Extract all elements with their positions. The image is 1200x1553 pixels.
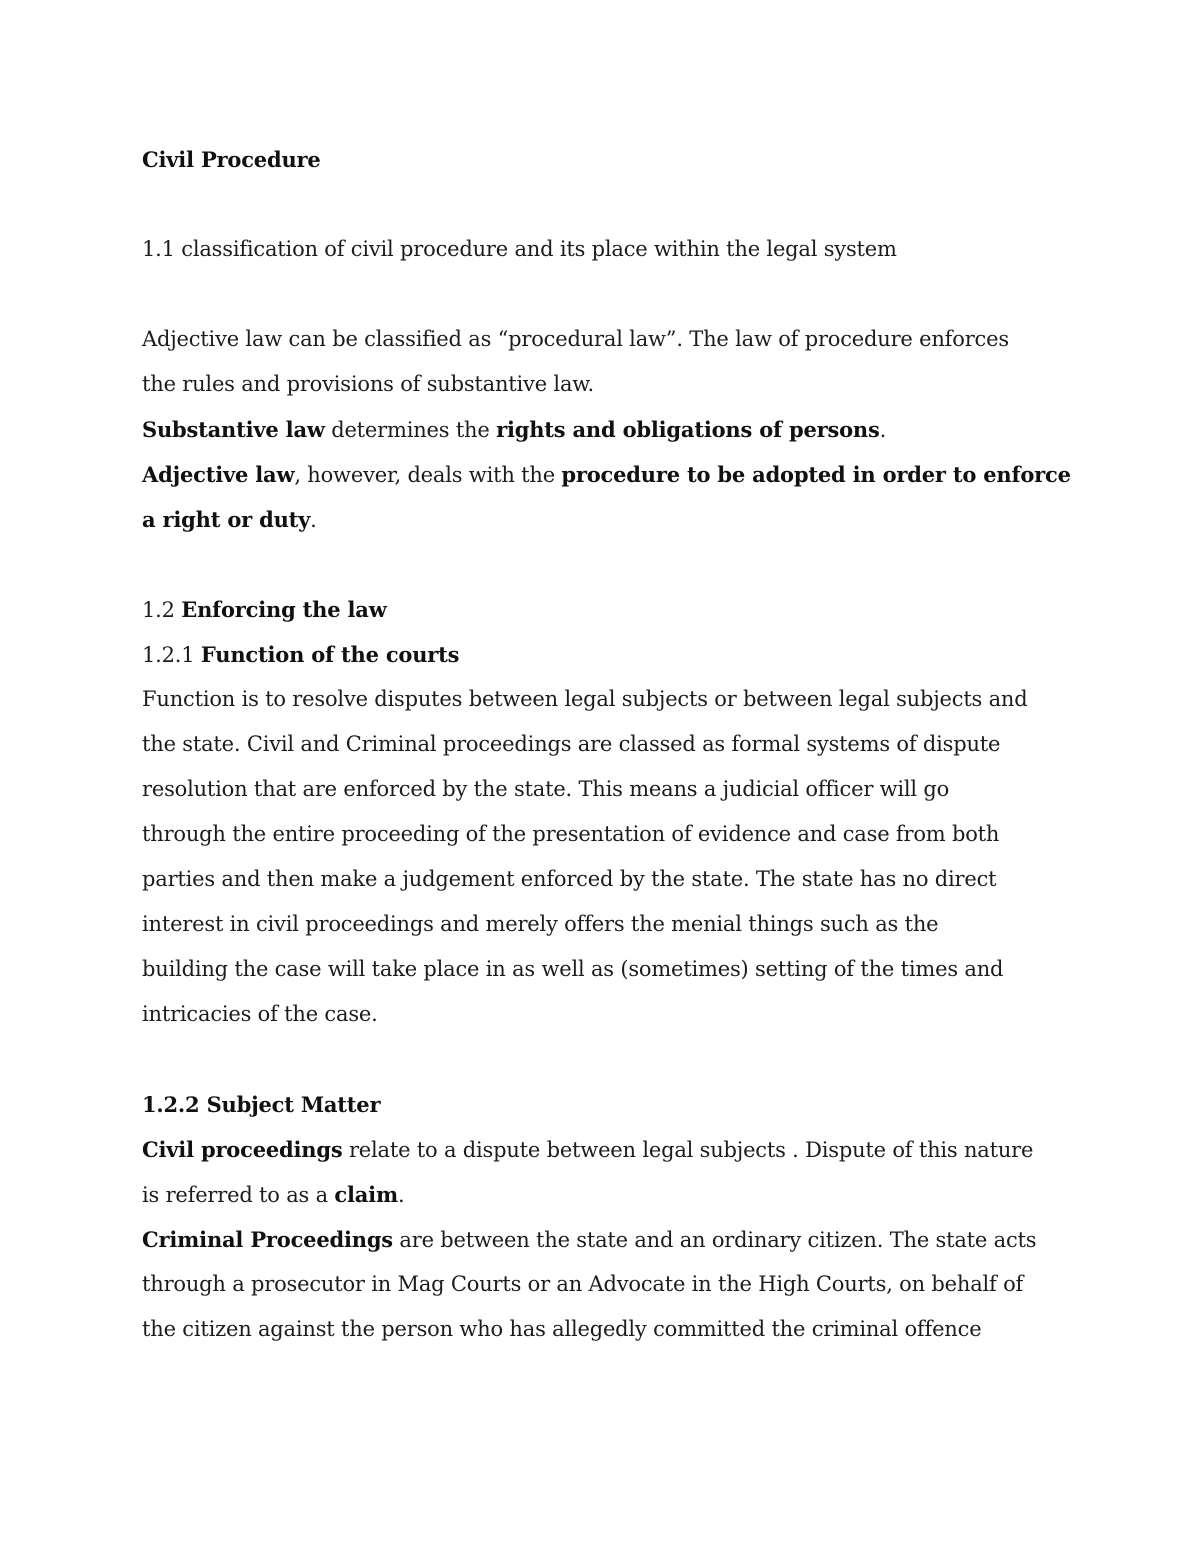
paragraph-line: the citizen against the person who has allegedly committed the criminal offence — [142, 1317, 982, 1341]
section-1-1-heading: 1.1 classification of civil procedure and its place within the legal system — [142, 237, 897, 261]
civil-proceedings-definition: Civil proceedings relate to a dispute between legal subjects . Dispute of this nature — [142, 1137, 1034, 1162]
paragraph-line: Function is to resolve disputes between legal subjects or between legal subjects and — [142, 687, 1028, 711]
section-1-2-heading: 1.2 Enforcing the law — [142, 597, 387, 622]
paragraph-line: the rules and provisions of substantive law. — [142, 372, 595, 396]
paragraph-line: intricacies of the case. — [142, 1002, 378, 1026]
adjective-law-definition: Adjective law, however, deals with the procedure to be adopted in order to enforce — [142, 462, 1071, 487]
term-civil-proceedings: Civil proceedings — [142, 1137, 343, 1162]
paragraph-line: Adjective law can be classified as “procedural law”. The law of procedure enforces — [142, 327, 1009, 351]
spacer — [142, 1037, 1072, 1082]
paragraph-line: through a prosecutor in Mag Courts or an Advocate in the High Courts, on behalf of — [142, 1272, 1024, 1296]
spacer — [142, 542, 1072, 587]
paragraph-line: resolution that are enforced by the state. This means a judicial officer will go — [142, 777, 950, 801]
term-substantive-law: Substantive law — [142, 417, 325, 442]
civil-proceedings-definition-cont: is referred to as a claim. — [142, 1182, 405, 1207]
paragraph-line: through the entire proceeding of the presentation of evidence and case from both — [142, 822, 1000, 846]
paragraph-line: parties and then make a judgement enforced by the state. The state has no direct — [142, 867, 997, 891]
section-1-2-1-heading: 1.2.1 Function of the courts — [142, 642, 460, 667]
criminal-proceedings-definition: Criminal Proceedings are between the state and an ordinary citizen. The state acts — [142, 1227, 1037, 1252]
substantive-law-definition: Substantive law determines the rights and obligations of persons. — [142, 417, 887, 442]
adjective-law-definition-cont: a right or duty. — [142, 507, 317, 532]
paragraph-line: interest in civil proceedings and merely offers the menial things such as the — [142, 912, 939, 936]
document-body — [142, 137, 1072, 1352]
term-adjective-law: Adjective law — [142, 462, 295, 487]
paragraph-line: building the case will take place in as well as (sometimes) setting of the times and — [142, 957, 1004, 981]
spacer — [142, 182, 1072, 227]
document-title: Civil Procedure — [142, 147, 321, 172]
spacer — [142, 272, 1072, 317]
term-criminal-proceedings: Criminal Proceedings — [142, 1227, 393, 1252]
paragraph-line: the state. Civil and Criminal proceedings are classed as formal systems of dispute — [142, 732, 1001, 756]
section-1-2-2-heading: 1.2.2 Subject Matter — [142, 1092, 381, 1117]
